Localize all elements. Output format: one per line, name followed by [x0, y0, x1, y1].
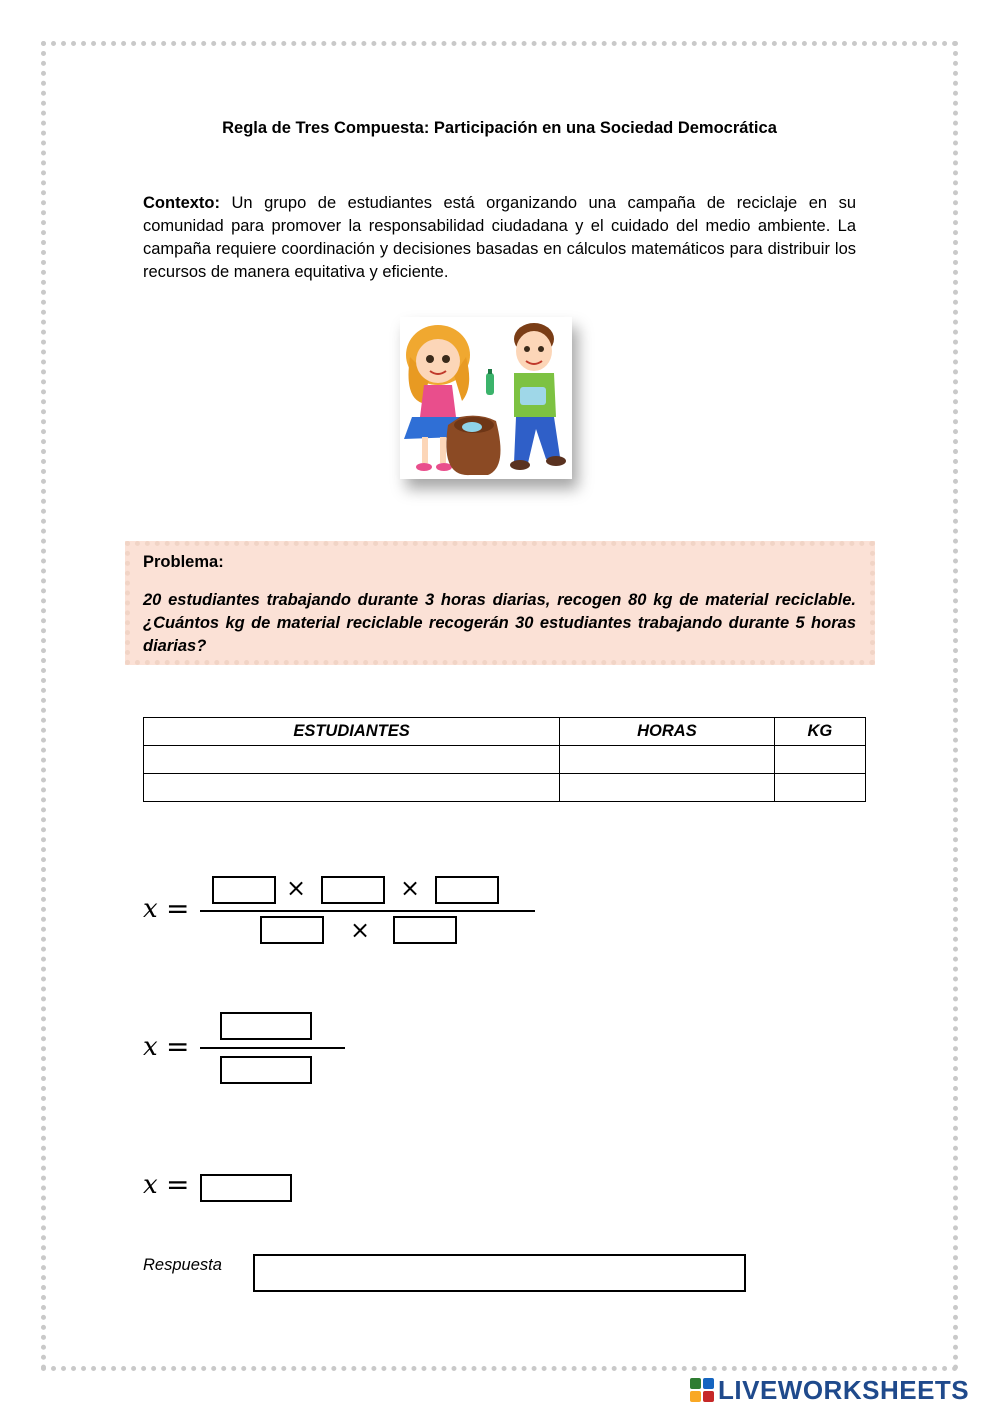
context-label: Contexto:: [143, 194, 220, 212]
formula2-variable: x: [143, 1032, 158, 1062]
context-paragraph: [143, 192, 856, 284]
formula2-den-box[interactable]: [220, 1056, 312, 1084]
table-header-row: [144, 718, 866, 746]
formula1-variable: x: [143, 894, 158, 924]
cell-horas-2[interactable]: [560, 774, 775, 802]
liveworksheets-logo-icon: [690, 1378, 714, 1402]
children-recycling-icon: [400, 317, 572, 479]
context-text: Un grupo de estudiantes está organizando una campaña de reciclaje en su comunidad para promover la responsabilidad ciudadana y el cuidado del medio ambiente. La campaña requiere coordinación y decisiones basadas en cálculos matemáticos para distribuir los recursos de manera equitativa y eficiente.: [143, 194, 856, 281]
formula1-equals: =: [166, 892, 190, 925]
answer-label: Respuesta: [143, 1256, 222, 1274]
cell-horas-1[interactable]: [560, 746, 775, 774]
formula1-times-2: ×: [400, 874, 421, 902]
table-row: [144, 746, 866, 774]
header-kg: KG: [774, 718, 865, 746]
formula1-den-box-1[interactable]: [260, 916, 324, 944]
formula1-den-box-2[interactable]: [393, 916, 457, 944]
formula2-fraction-line: [200, 1047, 345, 1049]
header-horas: HORAS: [560, 718, 775, 746]
problem-text: 20 estudiantes trabajando durante 3 horas diarias, recogen 80 kg de material reciclable. ¿Cuántos kg de material reciclable recogerán 30 estudiantes trabajando durante 5 horas diarias?: [143, 591, 856, 655]
liveworksheets-watermark: [690, 1376, 969, 1404]
formula1-fraction-line: [200, 910, 535, 912]
formula1-times-3: ×: [350, 916, 371, 944]
watermark-text: LIVEWORKSHEETS: [718, 1374, 970, 1405]
formula3-result-box[interactable]: [200, 1174, 292, 1202]
cell-kg-2[interactable]: [774, 774, 865, 802]
problem-label: Problema:: [143, 553, 224, 571]
formula3-variable: x: [143, 1170, 158, 1200]
cell-estudiantes-2[interactable]: [144, 774, 560, 802]
cell-kg-1[interactable]: [774, 746, 865, 774]
cell-estudiantes-1[interactable]: [144, 746, 560, 774]
formula1-num-box-1[interactable]: [212, 876, 276, 904]
formula1-num-box-3[interactable]: [435, 876, 499, 904]
page-title: Regla de Tres Compuesta: Participación en una Sociedad Democrática: [222, 119, 777, 137]
answer-input[interactable]: [253, 1254, 746, 1292]
formula1-times-1: ×: [286, 874, 307, 902]
formula2-num-box[interactable]: [220, 1012, 312, 1040]
formula2-equals: =: [166, 1030, 190, 1063]
formula1-num-box-2[interactable]: [321, 876, 385, 904]
recycling-illustration: [400, 317, 572, 479]
table-row: [144, 774, 866, 802]
formula3-equals: =: [166, 1168, 190, 1201]
data-table: [143, 717, 866, 802]
header-estudiantes: ESTUDIANTES: [144, 718, 560, 746]
